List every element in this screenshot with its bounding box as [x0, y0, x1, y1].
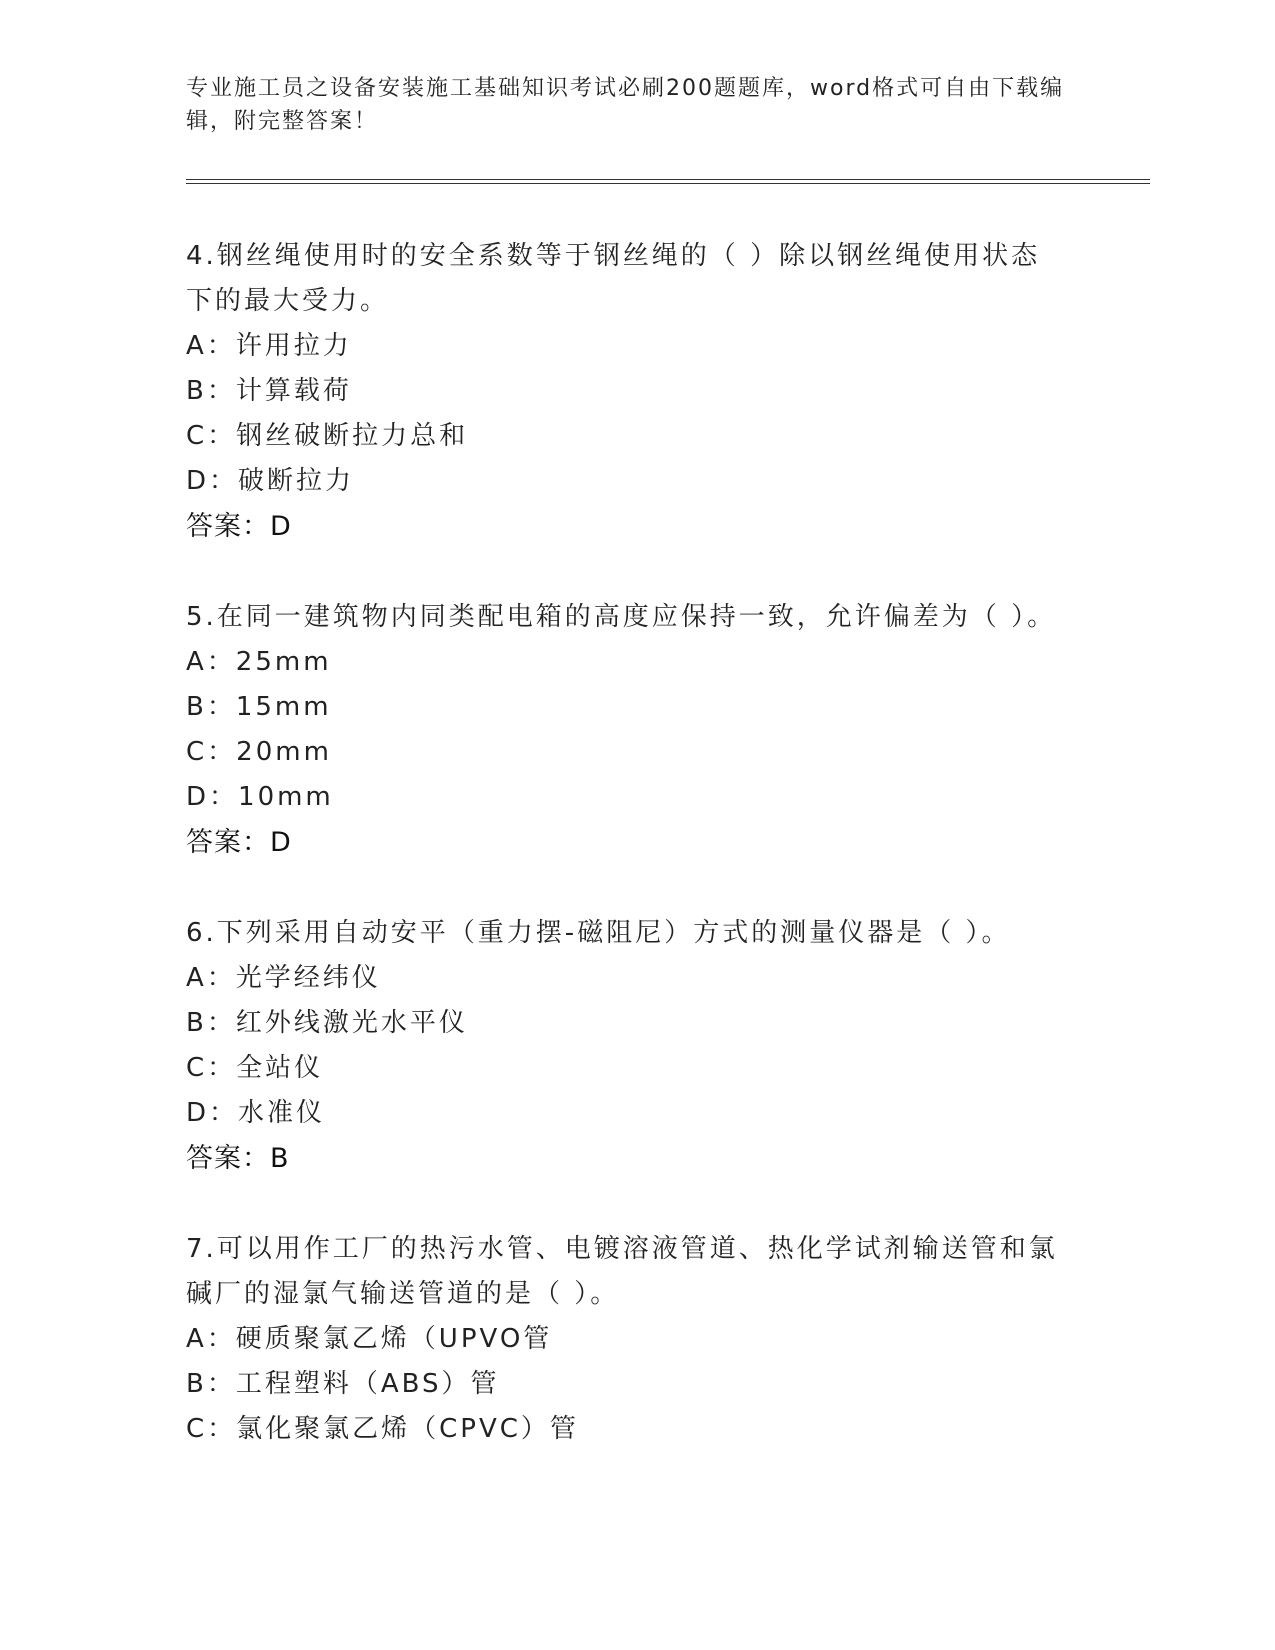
answer-line: 答案：B: [186, 1143, 290, 1174]
question-6: [186, 911, 1066, 1181]
question-4: [186, 234, 1066, 549]
option-c: C：氯化聚氯乙烯（CPVC）管: [186, 1414, 579, 1444]
option-b: B：红外线激光水平仪: [186, 1008, 468, 1038]
header-divider-bottom: [186, 183, 1150, 184]
answer-line: 答案：D: [186, 511, 292, 542]
question-stem: 4.钢丝绳使用时的安全系数等于钢丝绳的（ ）除以钢丝绳使用状态下的最大受力。: [186, 241, 1041, 316]
option-b: B：工程塑料（ABS）管: [186, 1369, 500, 1399]
header-divider-top: [186, 179, 1150, 180]
option-d: D：水准仪: [186, 1098, 326, 1128]
question-stem: 5.在同一建筑物内同类配电箱的高度应保持一致，允许偏差为（ ）。: [186, 602, 1057, 632]
option-c: C：全站仪: [186, 1053, 324, 1083]
option-a: A：25mm: [186, 647, 332, 677]
option-a: A：许用拉力: [186, 331, 352, 361]
option-c: C：20mm: [186, 737, 332, 767]
option-c: C：钢丝破断拉力总和: [186, 421, 469, 451]
option-b: B：15mm: [186, 692, 332, 722]
option-d: D：破断拉力: [186, 466, 355, 496]
question-stem: 6.下列采用自动安平（重力摆-磁阻尼）方式的测量仪器是（ ）。: [186, 918, 1011, 948]
option-b: B：计算载荷: [186, 376, 352, 406]
answer-line: 答案：D: [186, 827, 292, 858]
question-stem: 7.可以用作工厂的热污水管、电镀溶液管道、热化学试剂输送管和氯碱厂的湿氯气输送管道的是（ ）。: [186, 1234, 1058, 1309]
document-header: 专业施工员之设备安装施工基础知识考试必刷200题题库，word格式可自由下载编辑，附完整答案！: [186, 76, 1065, 134]
option-a: A：光学经纬仪: [186, 963, 381, 993]
question-7: [186, 1227, 1066, 1452]
question-list: [186, 234, 1066, 1498]
option-d: D：10mm: [186, 782, 334, 812]
option-a: A：硬质聚氯乙烯（UPVO管: [186, 1324, 553, 1354]
question-5: [186, 595, 1066, 865]
